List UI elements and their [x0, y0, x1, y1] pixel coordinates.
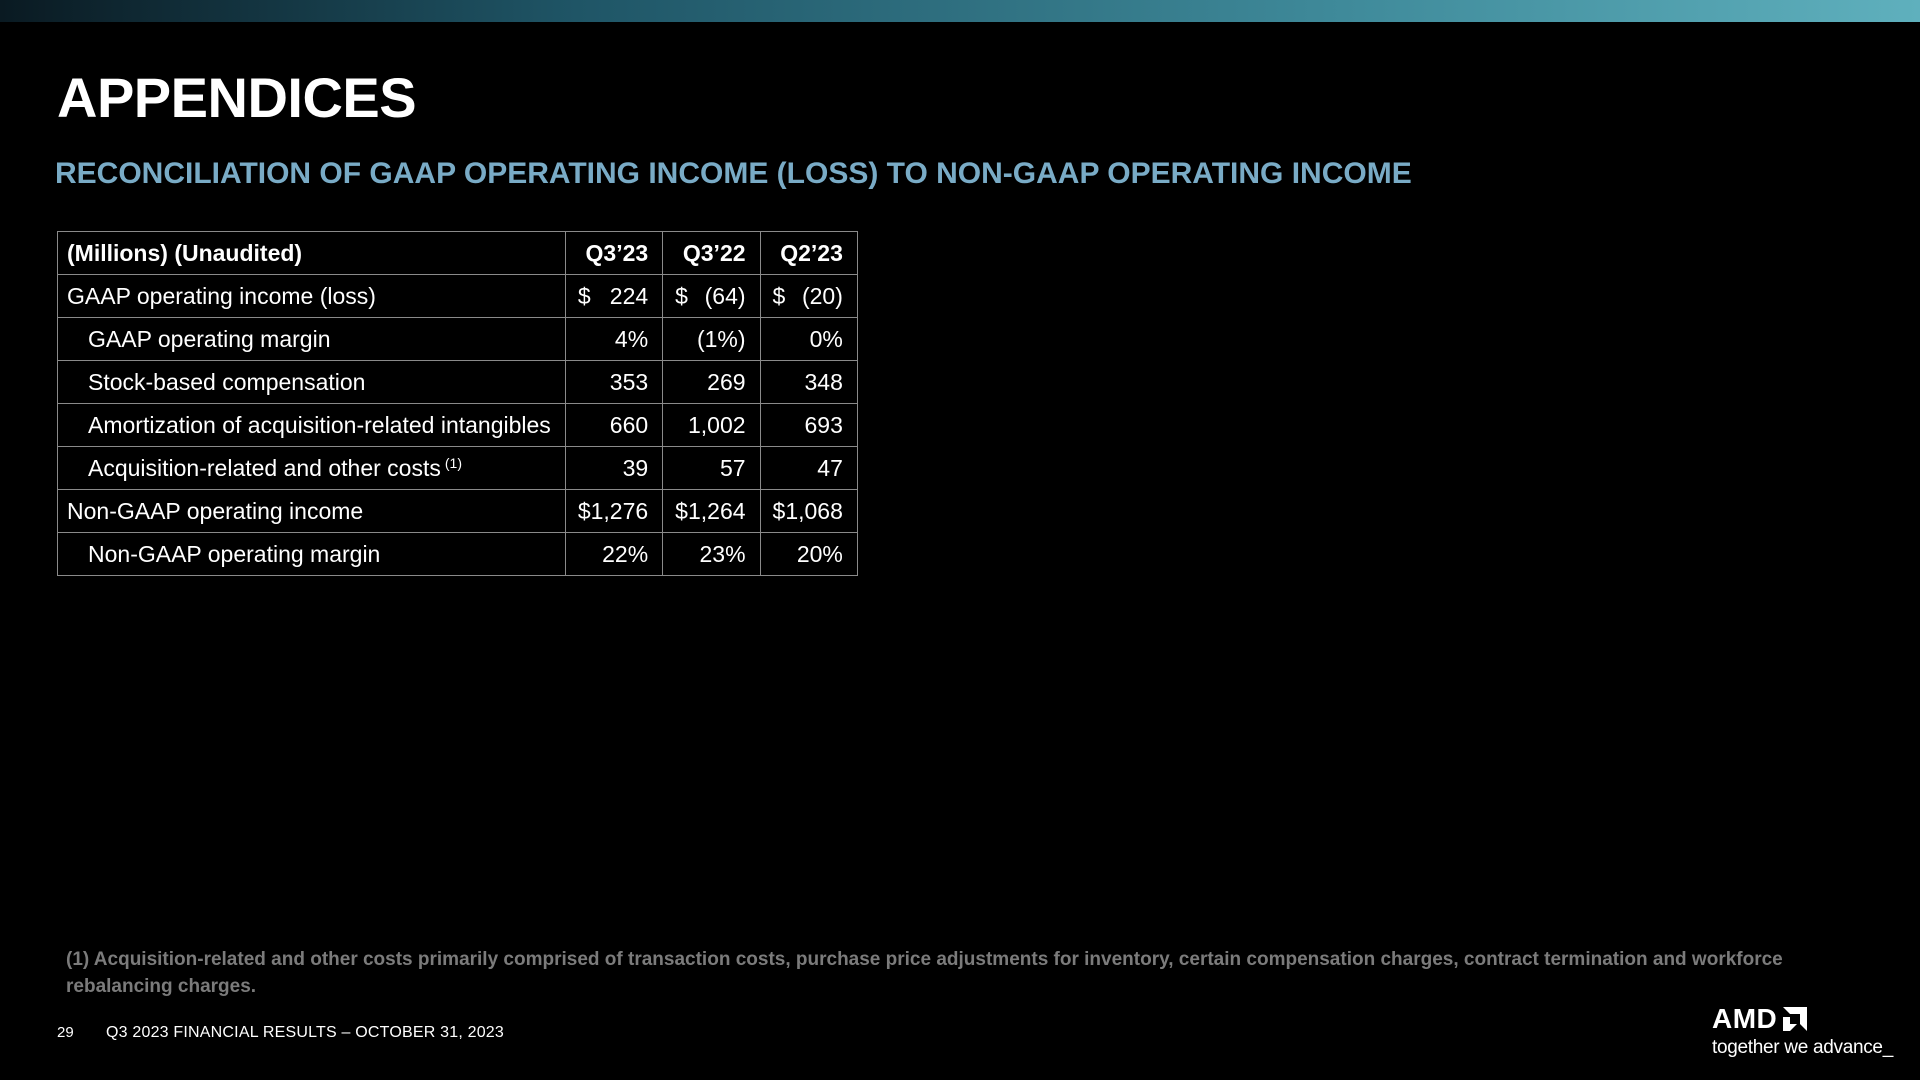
row-label-text: Acquisition-related and other costs	[88, 454, 441, 481]
currency-symbol: $	[577, 497, 591, 524]
header-q3-22: Q3’22	[663, 232, 760, 275]
cell-value: 23%	[663, 533, 760, 576]
row-label: Non-GAAP operating income	[58, 490, 566, 533]
page-number: 29	[57, 1024, 74, 1041]
tagline: together we advance_	[1712, 1037, 1893, 1058]
amount: 1,068	[785, 497, 843, 524]
cell-value	[760, 275, 857, 318]
amount: 224	[609, 282, 649, 309]
cell-value: 660	[565, 404, 662, 447]
cell-value: 1,002	[663, 404, 760, 447]
logo-wordmark: AMD	[1712, 1003, 1778, 1034]
table-row	[58, 533, 858, 576]
footer-text: Q3 2023 FINANCIAL RESULTS – OCTOBER 31, 2023	[106, 1024, 505, 1041]
cell-value: 0%	[760, 318, 857, 361]
top-gradient-bar	[0, 0, 1920, 22]
amount: (20)	[801, 282, 843, 309]
amd-arrow-icon	[1781, 1007, 1807, 1031]
cell-value	[760, 490, 857, 533]
table-row	[58, 275, 858, 318]
table-row	[58, 404, 858, 447]
table-row	[58, 318, 858, 361]
footnote-text: (1) Acquisition-related and other costs primarily comprised of transaction costs, purchase price adjustments for inventory, certain compensation charges, contract termination and workforce rebalancing charges.	[66, 949, 1783, 997]
header-q3-23: Q3’23	[565, 232, 662, 275]
table-row	[58, 447, 858, 490]
cell-value: 47	[760, 447, 857, 490]
slide-title: APPENDICES	[57, 66, 417, 129]
row-label: Non-GAAP operating margin	[58, 533, 566, 576]
table-row	[58, 361, 858, 404]
cell-value: 269	[663, 361, 760, 404]
cell-value: 348	[760, 361, 857, 404]
currency-symbol: $	[675, 497, 688, 524]
cell-value	[565, 490, 662, 533]
cell-value	[565, 275, 662, 318]
cell-value: 353	[565, 361, 662, 404]
currency-symbol: $	[675, 282, 688, 309]
amount: 1,276	[590, 497, 649, 524]
row-label: Stock-based compensation	[58, 361, 566, 404]
cell-value: 39	[565, 447, 662, 490]
row-label: GAAP operating income (loss)	[58, 275, 566, 318]
row-label: Amortization of acquisition-related intangibles	[58, 404, 566, 447]
currency-symbol: $	[772, 282, 786, 309]
cell-value: 693	[760, 404, 857, 447]
footnote-marker: (1)	[444, 454, 462, 471]
cell-value: 57	[663, 447, 760, 490]
cell-value: (1%)	[663, 318, 760, 361]
row-label: GAAP operating margin	[58, 318, 566, 361]
currency-symbol: $	[772, 497, 786, 524]
amd-logo	[1712, 1004, 1902, 1064]
table-row	[58, 490, 858, 533]
cell-value	[663, 490, 760, 533]
row-label	[58, 447, 566, 490]
reconciliation-table	[57, 231, 858, 576]
table-header-row	[58, 232, 858, 275]
cell-value: 4%	[565, 318, 662, 361]
cell-value: 20%	[760, 533, 857, 576]
slide-subtitle: RECONCILIATION OF GAAP OPERATING INCOME (LOSS) TO NON-GAAP OPERATING INCOME	[55, 157, 1412, 190]
header-q2-23: Q2’23	[760, 232, 857, 275]
currency-symbol: $	[577, 282, 591, 309]
cell-value	[663, 275, 760, 318]
amount: (64)	[704, 282, 746, 309]
amount: 1,264	[687, 497, 746, 524]
cell-value: 22%	[565, 533, 662, 576]
header-label: (Millions) (Unaudited)	[58, 232, 566, 275]
